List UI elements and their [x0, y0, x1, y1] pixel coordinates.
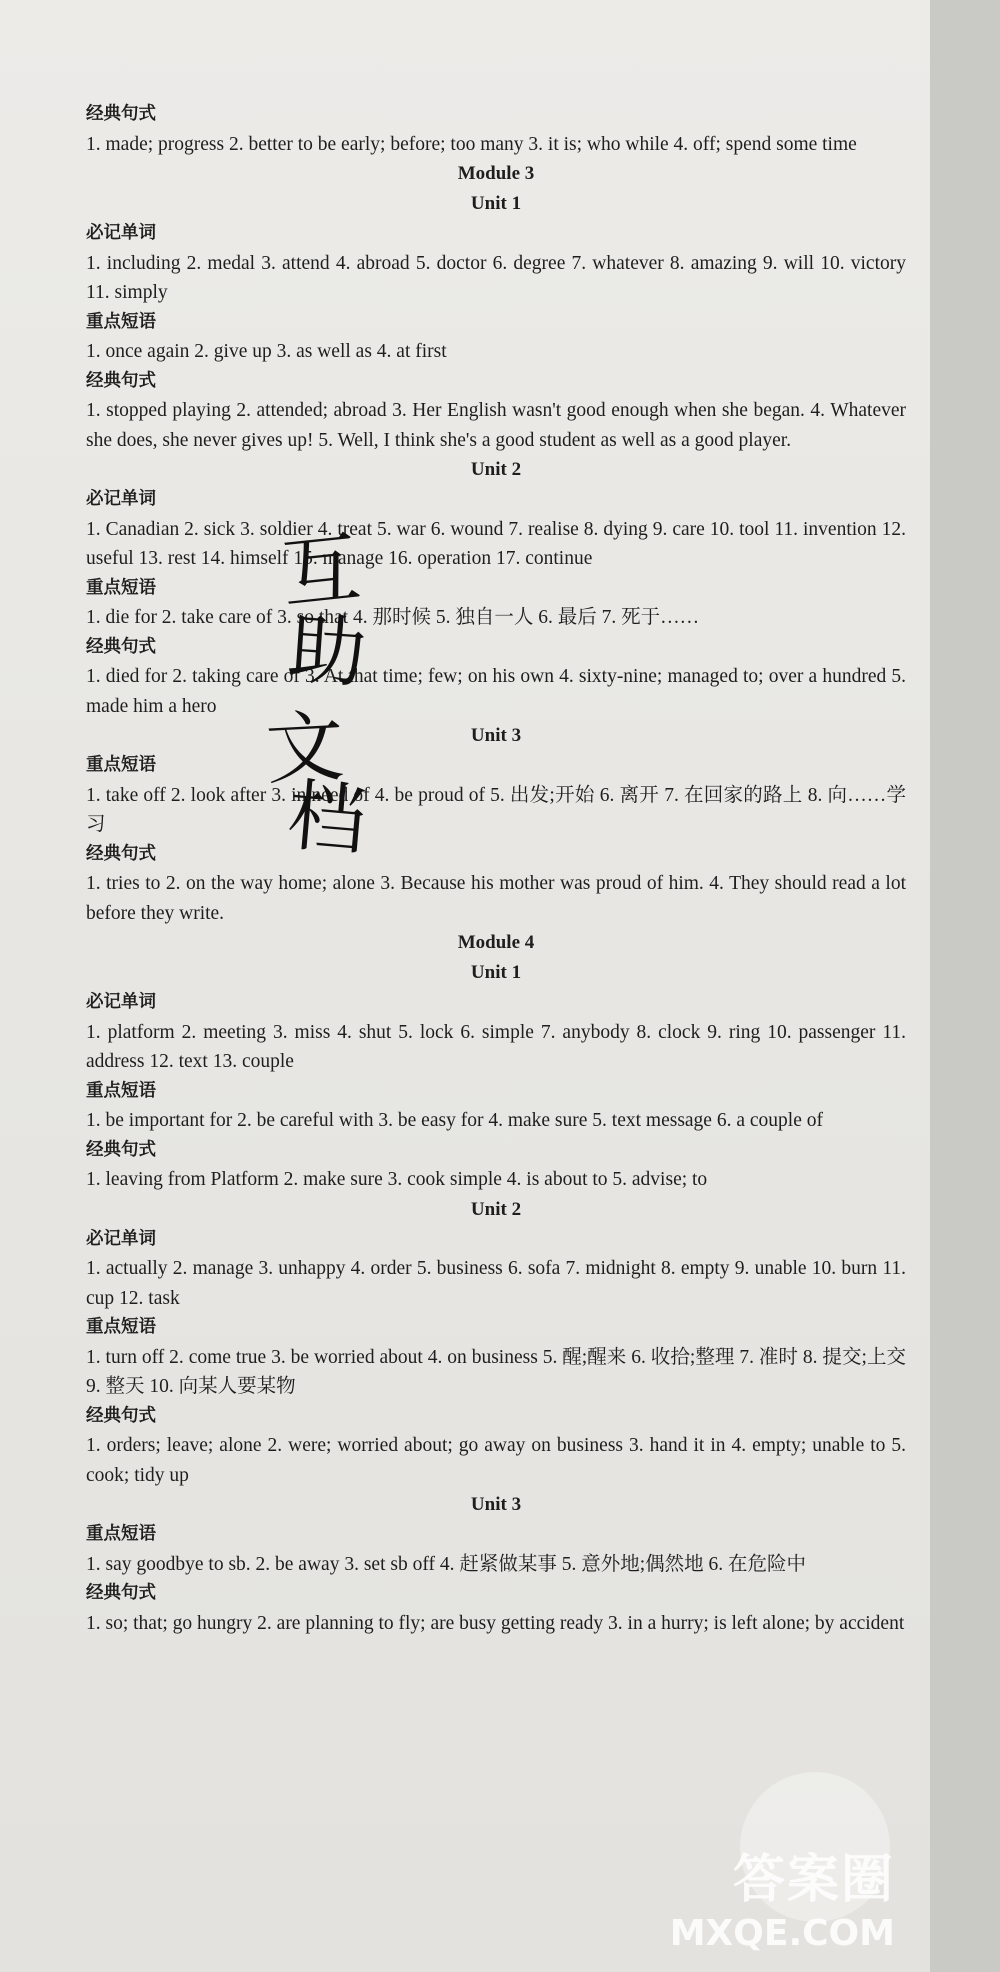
section-heading: 经典句式 [86, 370, 156, 391]
answer-text: 1. turn off 2. come true 3. be worried about 4. on business 5. 醒;醒来 6. 收拾;整理 7. 准时 8. 提交;上交 9. 整天 10. 向某人要某物 [86, 1346, 906, 1397]
answer-text: 1. tries to 2. on the way home; alone 3. Because his mother was proud of him. 4. They should read a lot before they write. [86, 873, 906, 924]
answer-text: 1. made; progress 2. better to be early; before; too many 3. it is; who while 4. off; spend some time [86, 133, 857, 155]
answer-text: 1. so; that; go hungry 2. are planning to fly; are busy getting ready 3. in a hurry; is left alone; by accident [86, 1612, 905, 1634]
unit-title: Unit 1 [470, 962, 522, 983]
answer-text: 1. stopped playing 2. attended; abroad 3. Her English wasn't good enough when she began. 4. Whatever she does, she never gives up! 5. Well, I think she's a good student as well as a good player. [86, 400, 906, 451]
section-heading: 必记单词 [86, 1228, 156, 1249]
section-heading: 重点短语 [86, 311, 156, 332]
answer-text: 1. leaving from Platform 2. make sure 3. cook simple 4. is about to 5. advise; to [86, 1169, 708, 1190]
section-heading: 必记单词 [86, 223, 156, 243]
section-heading: 重点短语 [86, 755, 156, 775]
section-heading: 重点短语 [86, 1524, 156, 1544]
section-heading: 经典句式 [86, 1583, 156, 1603]
section-heading: 经典句式 [86, 1405, 156, 1426]
unit-title: Unit 3 [470, 1494, 522, 1515]
answer-content [86, 100, 906, 1638]
module-title: Module 3 [457, 163, 535, 184]
handwritten-character: 文 [263, 702, 347, 796]
answer-text: 1. actually 2. manage 3. unhappy 4. order 5. business 6. sofa 7. midnight 8. empty 9. unable 10. burn 11. cup 12. task [86, 1258, 906, 1309]
section-heading: 经典句式 [86, 1139, 156, 1160]
answer-text: 1. be important for 2. be careful with 3. be easy for 4. make sure 5. text message 6. a couple of [86, 1110, 823, 1131]
handwritten-character: 助 [284, 604, 370, 700]
handwritten-character: 互 [277, 523, 365, 621]
answer-text: 1. orders; leave; alone 2. were; worried about; go away on business 3. hand it in 4. empty; unable to 5. cook; tidy up [86, 1435, 906, 1486]
answer-text: 1. take off 2. look after 3. in need of 4. be proud of 5. 出发;开始 6. 离开 7. 在回家的路上 8. 向……学习 [86, 784, 906, 835]
section-heading: 必记单词 [86, 489, 156, 509]
section-heading: 重点短语 [86, 577, 156, 598]
answer-text: 1. die for 2. take care of 3. so that 4. 那时候 5. 独自一人 6. 最后 7. 死于…… [86, 607, 700, 628]
unit-title: Unit 2 [470, 459, 522, 480]
section-heading: 重点短语 [86, 1317, 156, 1337]
section-heading: 必记单词 [86, 992, 156, 1012]
section-heading: 经典句式 [86, 843, 156, 864]
section-heading: 经典句式 [86, 636, 156, 657]
watermark-url: MXQE.COM [669, 1913, 895, 1954]
unit-title: Unit 1 [470, 193, 522, 214]
section-heading: 重点短语 [86, 1080, 156, 1101]
answer-text: 1. once again 2. give up 3. as well as 4. at first [86, 341, 447, 362]
answer-text: 1. Canadian 2. sick 3. soldier 4. treat 5. war 6. wound 7. realise 8. dying 9. care 10. tool 11. invention 12. useful 13. rest 14. himself 15. manage 16. operation 17. continue [86, 518, 906, 569]
watermark-brand: 答案圈 [732, 1850, 895, 1910]
handwritten-character: 档 [284, 770, 370, 868]
module-title: Module 4 [457, 932, 535, 953]
section-heading: 经典句式 [86, 104, 156, 124]
answer-text: 1. platform 2. meeting 3. miss 4. shut 5. lock 6. simple 7. anybody 8. clock 9. ring 10. passenger 11. address 12. text 13. couple [86, 1021, 906, 1072]
unit-title: Unit 3 [470, 725, 522, 746]
answer-text: 1. including 2. medal 3. attend 4. abroad 5. doctor 6. degree 7. whatever 8. amazing 9. will 10. victory 11. simply [86, 252, 906, 303]
unit-title: Unit 2 [470, 1198, 522, 1220]
answer-text: 1. say goodbye to sb. 2. be away 3. set sb off 4. 赶紧做某事 5. 意外地;偶然地 6. 在危险中 [86, 1553, 807, 1575]
answer-text: 1. died for 2. taking care of 3. At that time; few; on his own 4. sixty-nine; managed to; over a hundred 5. made him a hero [86, 666, 906, 717]
